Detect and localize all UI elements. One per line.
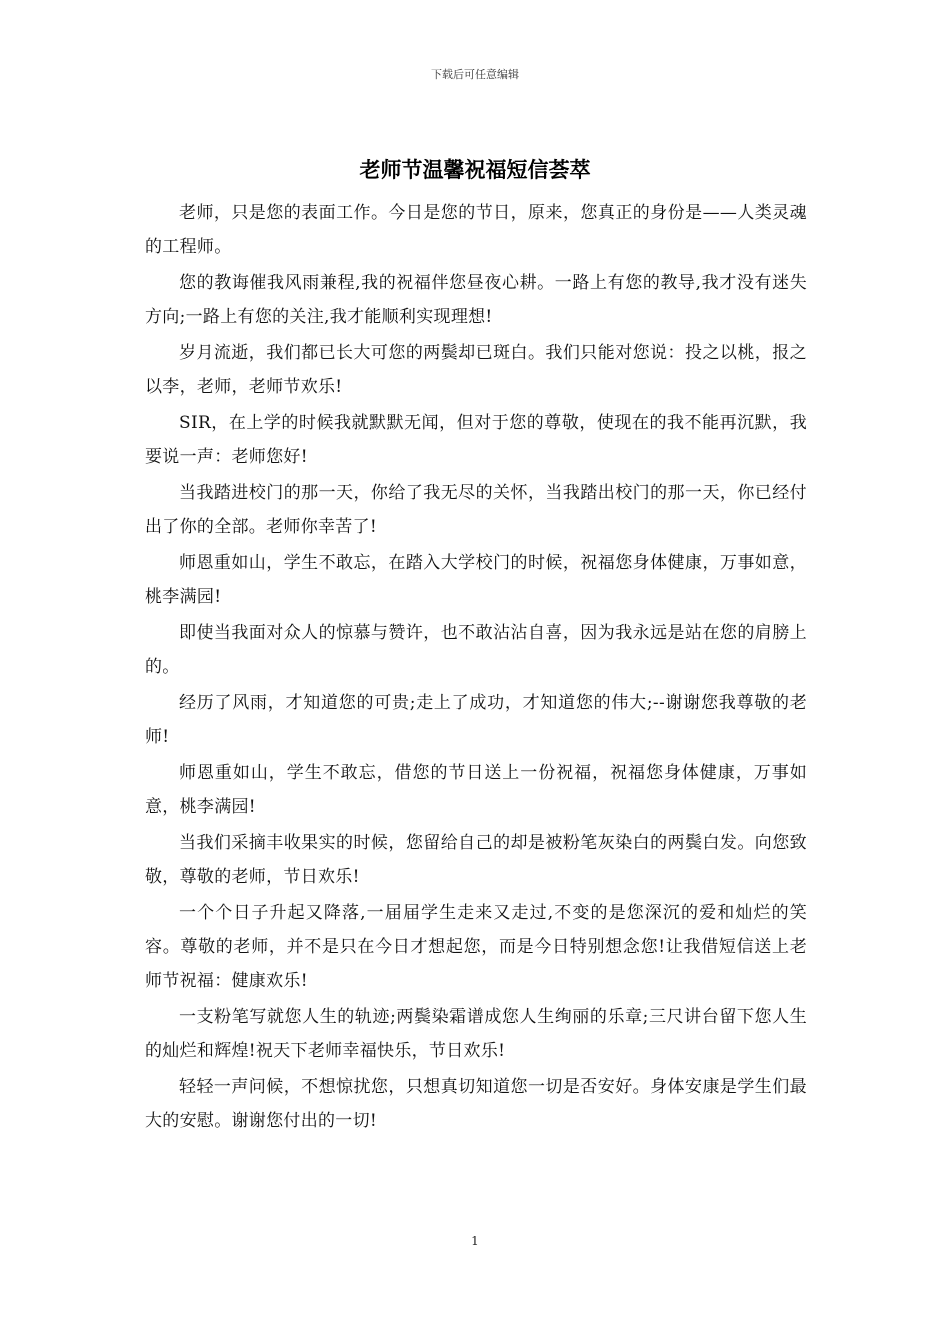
document-body	[145, 196, 807, 1140]
paragraph-13: 轻轻一声问候，不想惊扰您，只想真切知道您一切是否安好。身体安康是学生们最大的安慰。谢谢您付出的一切!	[145, 1077, 807, 1131]
paragraph-1: 老师，只是您的表面工作。今日是您的节日，原来，您真正的身份是——人类灵魂的工程师。	[145, 203, 807, 257]
paragraph-12: 一支粉笔写就您人生的轨迹;两鬓染霜谱成您人生绚丽的乐章;三尺讲台留下您人生的灿烂和辉煌!祝天下老师幸福快乐，节日欢乐!	[145, 1007, 807, 1061]
page-header-note: 下载后可任意编辑	[431, 68, 519, 81]
paragraph-5: 当我踏进校门的那一天，你给了我无尽的关怀，当我踏出校门的那一天，你已经付出了你的全部。老师你幸苦了!	[145, 483, 807, 537]
document-title: 老师节温馨祝福短信荟萃	[359, 157, 591, 182]
paragraph-8: 经历了风雨，才知道您的可贵;走上了成功，才知道您的伟大;--谢谢您我尊敬的老师!	[145, 693, 807, 747]
paragraph-4: SIR，在上学的时候我就默默无闻，但对于您的尊敬，使现在的我不能再沉默，我要说一声：老师您好!	[145, 413, 807, 467]
paragraph-3: 岁月流逝，我们都已长大可您的两鬓却已斑白。我们只能对您说：投之以桃，报之以李，老师，老师节欢乐!	[145, 343, 807, 397]
paragraph-2: 您的教诲催我风雨兼程,我的祝福伴您昼夜心耕。一路上有您的教导,我才没有迷失方向;一路上有您的关注,我才能顺利实现理想!	[145, 273, 807, 327]
paragraph-9: 师恩重如山，学生不敢忘，借您的节日送上一份祝福，祝福您身体健康，万事如意，桃李满园!	[145, 763, 807, 817]
paragraph-10: 当我们采摘丰收果实的时候，您留给自己的却是被粉笔灰染白的两鬓白发。向您致敬，尊敬的老师，节日欢乐!	[145, 833, 807, 887]
paragraph-11: 一个个日子升起又降落,一届届学生走来又走过,不变的是您深沉的爱和灿烂的笑容。尊敬的老师，并不是只在今日才想起您，而是今日特别想念您!让我借短信送上老师节祝福：健康欢乐!	[145, 903, 807, 991]
paragraph-7: 即使当我面对众人的惊慕与赞许，也不敢沾沾自喜，因为我永远是站在您的肩膀上的。	[145, 623, 807, 677]
paragraph-6: 师恩重如山，学生不敢忘，在踏入大学校门的时候，祝福您身体健康，万事如意，桃李满园!	[145, 553, 807, 607]
page-number: 1	[471, 1234, 479, 1248]
